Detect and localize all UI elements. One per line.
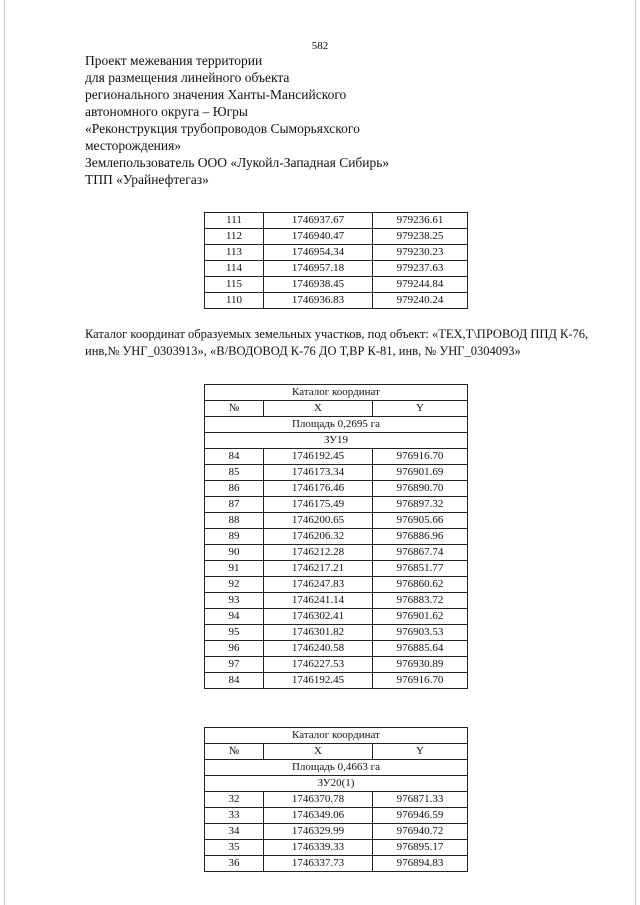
coordinate-y: 976895.17 xyxy=(373,840,468,856)
coordinate-x: 1746173.34 xyxy=(264,465,373,481)
coordinate-x: 1746370.78 xyxy=(264,792,373,808)
coordinate-y: 976916.70 xyxy=(373,449,468,465)
coordinate-x: 1746247.83 xyxy=(264,577,373,593)
column-header-number: № xyxy=(205,401,264,417)
parcel-area: Площадь 0,2695 га xyxy=(205,417,468,433)
table-row xyxy=(205,497,468,513)
header-line: для размещения линейного объекта xyxy=(85,70,290,85)
point-number: 94 xyxy=(205,609,264,625)
document-header xyxy=(85,52,505,188)
point-number: 88 xyxy=(205,513,264,529)
point-number: 90 xyxy=(205,545,264,561)
table-row xyxy=(205,229,468,245)
coordinate-y: 976894.83 xyxy=(373,856,468,872)
point-number: 36 xyxy=(205,856,264,872)
coordinate-x: 1746176.46 xyxy=(264,481,373,497)
coordinate-x: 1746940.47 xyxy=(264,229,373,245)
coordinate-y: 979244.84 xyxy=(373,277,468,293)
table-title: Каталог координат xyxy=(205,728,468,744)
coordinates-table-zu19 xyxy=(204,384,468,689)
table-row xyxy=(205,545,468,561)
column-header-y: Y xyxy=(373,401,468,417)
coordinate-y: 979238.25 xyxy=(373,229,468,245)
table-title-row xyxy=(205,728,468,744)
coordinate-y: 976905.66 xyxy=(373,513,468,529)
coordinates-table-continued xyxy=(204,212,468,309)
point-number: 110 xyxy=(205,293,264,309)
table-row xyxy=(205,213,468,229)
point-number: 86 xyxy=(205,481,264,497)
coordinate-y: 976903.53 xyxy=(373,625,468,641)
coordinate-y: 976867.74 xyxy=(373,545,468,561)
coordinate-y: 979240.24 xyxy=(373,293,468,309)
column-header-x: X xyxy=(264,744,373,760)
coordinate-y: 976946.59 xyxy=(373,808,468,824)
coordinate-x: 1746175.49 xyxy=(264,497,373,513)
table-row xyxy=(205,824,468,840)
coordinate-x: 1746241.14 xyxy=(264,593,373,609)
point-number: 34 xyxy=(205,824,264,840)
column-header-y: Y xyxy=(373,744,468,760)
point-number: 35 xyxy=(205,840,264,856)
coordinate-x: 1746212.28 xyxy=(264,545,373,561)
coordinate-y: 976901.69 xyxy=(373,465,468,481)
coordinate-x: 1746206.32 xyxy=(264,529,373,545)
table-row xyxy=(205,577,468,593)
coordinate-x: 1746302.41 xyxy=(264,609,373,625)
catalog-caption: Каталог координат образуемых земельных участков, под объект: «ТЕХ,Т\ПРОВОД ППД К-76, инв,№ УНГ_0303913», «В/ВОДОВОД К-76 ДО Т,ВР К-81, инв, № УНГ_0304093» xyxy=(85,327,589,358)
table-row xyxy=(205,625,468,641)
header-line: Землепользователь ООО «Лукойл-Западная Сибирь» xyxy=(85,155,390,170)
point-number: 91 xyxy=(205,561,264,577)
area-row xyxy=(205,760,468,776)
coordinate-x: 1746192.45 xyxy=(264,449,373,465)
parcel-row xyxy=(205,776,468,792)
point-number: 93 xyxy=(205,593,264,609)
point-number: 84 xyxy=(205,673,264,689)
coordinate-y: 976940.72 xyxy=(373,824,468,840)
coordinate-y: 976890.70 xyxy=(373,481,468,497)
table-title: Каталог координат xyxy=(205,385,468,401)
table-row xyxy=(205,593,468,609)
coordinate-x: 1746329.99 xyxy=(264,824,373,840)
column-header-number: № xyxy=(205,744,264,760)
scan-edge-right xyxy=(635,0,636,905)
point-number: 111 xyxy=(205,213,264,229)
coordinate-x: 1746301.82 xyxy=(264,625,373,641)
coordinate-y: 976883.72 xyxy=(373,593,468,609)
table-row xyxy=(205,561,468,577)
coordinate-x: 1746192.45 xyxy=(264,673,373,689)
point-number: 89 xyxy=(205,529,264,545)
coordinate-y: 979236.61 xyxy=(373,213,468,229)
table-row xyxy=(205,481,468,497)
table-row xyxy=(205,449,468,465)
page-number: 582 xyxy=(311,40,329,52)
coordinate-y: 976897.32 xyxy=(373,497,468,513)
point-number: 87 xyxy=(205,497,264,513)
table-row xyxy=(205,641,468,657)
point-number: 32 xyxy=(205,792,264,808)
parcel-id: ЗУ19 xyxy=(205,433,468,449)
coordinate-x: 1746227.53 xyxy=(264,657,373,673)
header-line: Проект межевания территории xyxy=(85,53,263,68)
coordinate-x: 1746937.67 xyxy=(264,213,373,229)
table-row xyxy=(205,808,468,824)
point-number: 85 xyxy=(205,465,264,481)
coordinate-x: 1746337.73 xyxy=(264,856,373,872)
coordinate-x: 1746349.06 xyxy=(264,808,373,824)
point-number: 96 xyxy=(205,641,264,657)
coordinate-x: 1746240.58 xyxy=(264,641,373,657)
coordinate-y: 976916.70 xyxy=(373,673,468,689)
table-row xyxy=(205,513,468,529)
point-number: 84 xyxy=(205,449,264,465)
table-title-row xyxy=(205,385,468,401)
coordinate-y: 976930.89 xyxy=(373,657,468,673)
area-row xyxy=(205,417,468,433)
point-number: 92 xyxy=(205,577,264,593)
table-row xyxy=(205,245,468,261)
table-row xyxy=(205,277,468,293)
header-line: ТПП «Урайнефтегаз» xyxy=(85,172,209,187)
table-row xyxy=(205,529,468,545)
table-row xyxy=(205,673,468,689)
coordinate-y: 979230.23 xyxy=(373,245,468,261)
coordinate-x: 1746954.34 xyxy=(264,245,373,261)
coordinate-x: 1746957.18 xyxy=(264,261,373,277)
header-line: регионального значения Ханты-Мансийского xyxy=(85,87,347,102)
point-number: 97 xyxy=(205,657,264,673)
parcel-area: Площадь 0,4663 га xyxy=(205,760,468,776)
table-row xyxy=(205,856,468,872)
column-header-x: X xyxy=(264,401,373,417)
coordinates-table-zu20 xyxy=(204,727,468,872)
coordinate-y: 976851.77 xyxy=(373,561,468,577)
coordinate-y: 976871.33 xyxy=(373,792,468,808)
table-row xyxy=(205,293,468,309)
coordinate-x: 1746938.45 xyxy=(264,277,373,293)
header-line: «Реконструкция трубопроводов Сыморьяхского xyxy=(85,121,360,136)
point-number: 115 xyxy=(205,277,264,293)
point-number: 114 xyxy=(205,261,264,277)
point-number: 113 xyxy=(205,245,264,261)
header-line: автономного округа – Югры xyxy=(85,104,248,119)
table-row xyxy=(205,609,468,625)
coordinate-y: 976860.62 xyxy=(373,577,468,593)
point-number: 112 xyxy=(205,229,264,245)
coordinate-y: 976885.64 xyxy=(373,641,468,657)
table-row xyxy=(205,465,468,481)
parcel-row xyxy=(205,433,468,449)
coordinate-x: 1746936.83 xyxy=(264,293,373,309)
coordinate-x: 1746217.21 xyxy=(264,561,373,577)
coordinate-x: 1746339.33 xyxy=(264,840,373,856)
table-header-row xyxy=(205,744,468,760)
coordinate-y: 976901.62 xyxy=(373,609,468,625)
parcel-id: ЗУ20(1) xyxy=(205,776,468,792)
table-row xyxy=(205,261,468,277)
point-number: 33 xyxy=(205,808,264,824)
table-row xyxy=(205,840,468,856)
coordinate-y: 976886.96 xyxy=(373,529,468,545)
coordinate-x: 1746200.65 xyxy=(264,513,373,529)
coordinate-y: 979237.63 xyxy=(373,261,468,277)
point-number: 95 xyxy=(205,625,264,641)
header-line: месторождения» xyxy=(85,138,182,153)
scan-edge-left xyxy=(4,0,5,905)
table-row xyxy=(205,657,468,673)
table-row xyxy=(205,792,468,808)
table-header-row xyxy=(205,401,468,417)
